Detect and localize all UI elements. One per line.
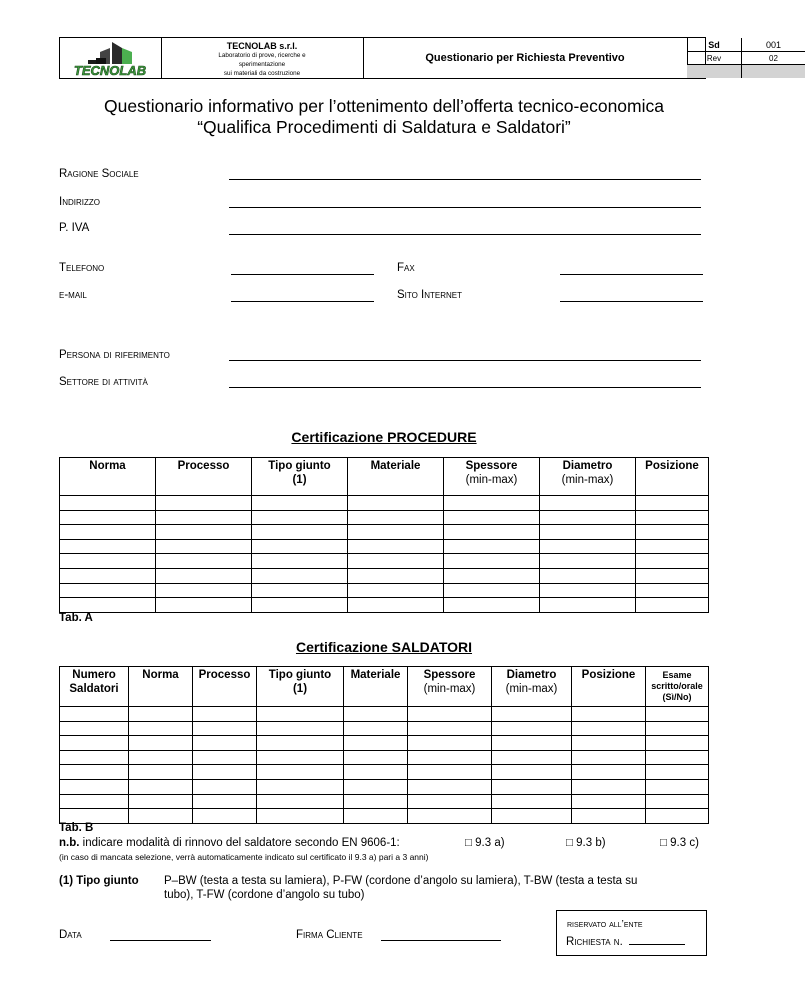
document-header: [59, 37, 782, 79]
procedure-cell[interactable]: [348, 496, 444, 511]
svg-text:TECNOLAB: TECNOLAB: [73, 63, 147, 78]
procedure-cell[interactable]: [60, 496, 156, 511]
procedure-cell[interactable]: [540, 510, 636, 525]
procedure-cell[interactable]: [540, 583, 636, 598]
saldatori-cell[interactable]: [129, 765, 193, 780]
procedure-header-row: [60, 458, 709, 496]
doc-title: Questionario per Richiesta Preventivo: [363, 38, 688, 78]
telefono-line[interactable]: [231, 274, 374, 275]
option-9-3-a[interactable]: □ 9.3 a): [465, 837, 505, 849]
saldatori-cell[interactable]: [129, 721, 193, 736]
procedure-row: [60, 525, 709, 540]
saldatori-cell[interactable]: [60, 765, 129, 780]
procedure-cell[interactable]: [636, 496, 709, 511]
saldatori-cell[interactable]: [129, 779, 193, 794]
procedure-cell[interactable]: [636, 525, 709, 540]
sito-line[interactable]: [560, 301, 703, 302]
saldatori-cell[interactable]: [646, 765, 709, 780]
option-9-3-b[interactable]: □ 9.3 b): [566, 837, 606, 849]
saldatori-cell[interactable]: [572, 765, 646, 780]
procedure-cell[interactable]: [156, 496, 252, 511]
saldatori-cell[interactable]: [572, 809, 646, 824]
saldatori-cell[interactable]: [492, 750, 572, 765]
saldatori-cell[interactable]: [60, 779, 129, 794]
saldatori-cell[interactable]: [492, 707, 572, 722]
saldatori-cell[interactable]: [193, 765, 257, 780]
riservato-label: riservato all’ente: [567, 918, 643, 930]
tecnolab-logo: [60, 38, 162, 78]
saldatori-header-cell: Norma: [129, 667, 193, 707]
saldatori-cell[interactable]: [646, 721, 709, 736]
saldatori-cell[interactable]: [344, 809, 408, 824]
saldatori-cell[interactable]: [492, 721, 572, 736]
procedure-header-cell: Tipo giunto (1): [252, 458, 348, 496]
company-desc-1: Laboratorio di prove, ricerche e: [218, 52, 306, 59]
procedure-cell[interactable]: [444, 510, 540, 525]
main-title-line1: Questionario informativo per l’ottenimento dell’offerta tecnico-economica: [104, 96, 664, 116]
saldatori-title: Certificazione SALDATORI: [295, 639, 473, 655]
procedure-header-cell: Processo: [156, 458, 252, 496]
piva-line[interactable]: [229, 234, 701, 235]
label-telefono: Telefono: [59, 262, 105, 274]
saldatori-row: [60, 765, 709, 780]
saldatori-cell[interactable]: [492, 765, 572, 780]
ragione-sociale-line[interactable]: [229, 179, 701, 180]
label-indirizzo: Indirizzo: [59, 196, 100, 208]
procedure-row: [60, 598, 709, 613]
procedure-cell[interactable]: [60, 525, 156, 540]
procedure-cell[interactable]: [636, 583, 709, 598]
saldatori-cell[interactable]: [60, 707, 129, 722]
procedure-cell[interactable]: [348, 510, 444, 525]
saldatori-cell[interactable]: [193, 794, 257, 809]
saldatori-cell[interactable]: [646, 794, 709, 809]
saldatori-cell[interactable]: [408, 736, 492, 751]
saldatori-cell[interactable]: [646, 809, 709, 824]
procedure-cell[interactable]: [156, 539, 252, 554]
saldatori-table: [59, 666, 709, 824]
saldatori-cell[interactable]: [257, 765, 344, 780]
saldatori-cell[interactable]: [572, 750, 646, 765]
procedure-header-cell: Posizione: [636, 458, 709, 496]
saldatori-cell[interactable]: [257, 750, 344, 765]
procedure-cell[interactable]: [444, 525, 540, 540]
saldatori-cell[interactable]: [129, 707, 193, 722]
saldatori-cell[interactable]: [572, 736, 646, 751]
company-desc-3: sui materiali da costruzione: [223, 70, 301, 77]
label-email: e-mail: [59, 289, 87, 301]
procedure-cell[interactable]: [540, 554, 636, 569]
label-ragione-sociale: Ragione Sociale: [59, 168, 139, 180]
saldatori-cell[interactable]: [60, 721, 129, 736]
procedure-cell[interactable]: [540, 598, 636, 613]
procedure-cell[interactable]: [348, 583, 444, 598]
saldatori-cell[interactable]: [646, 779, 709, 794]
saldatori-row: [60, 794, 709, 809]
saldatori-cell[interactable]: [572, 707, 646, 722]
procedure-cell[interactable]: [252, 525, 348, 540]
label-sito: Sito Internet: [397, 289, 463, 301]
company-desc-2: sperimentazione: [238, 61, 286, 68]
saldatori-cell[interactable]: [257, 779, 344, 794]
saldatori-cell[interactable]: [129, 794, 193, 809]
procedure-table: [59, 457, 709, 613]
procedure-cell[interactable]: [60, 539, 156, 554]
procedure-row: [60, 554, 709, 569]
saldatori-cell[interactable]: [193, 809, 257, 824]
procedure-cell[interactable]: [540, 568, 636, 583]
label-persona: Persona di riferimento: [59, 349, 170, 361]
saldatori-cell[interactable]: [193, 707, 257, 722]
saldatori-cell[interactable]: [572, 721, 646, 736]
saldatori-cell[interactable]: [492, 779, 572, 794]
saldatori-row: [60, 721, 709, 736]
procedure-cell[interactable]: [444, 554, 540, 569]
procedure-header-cell: Diametro (min-max): [540, 458, 636, 496]
procedure-title: Certificazione PROCEDURE: [291, 429, 477, 445]
shaded-cell-2: [742, 65, 805, 78]
saldatori-header-cell: Materiale: [344, 667, 408, 707]
tipo-giunto-line2: tubo), T-FW (cordone d’angolo su tubo): [164, 889, 365, 901]
persona-line[interactable]: [229, 360, 701, 361]
procedure-cell[interactable]: [444, 568, 540, 583]
saldatori-cell[interactable]: [646, 736, 709, 751]
tipo-giunto-line1: P–BW (testa a testa su lamiera), P-FW (cordone d’angolo su lamiera), T-BW (testa a testa su: [164, 875, 638, 887]
procedure-cell[interactable]: [540, 539, 636, 554]
saldatori-cell[interactable]: [492, 809, 572, 824]
procedure-row: [60, 568, 709, 583]
procedure-row: [60, 496, 709, 511]
tab-a-caption: Tab. A: [59, 612, 93, 624]
rev-value: 02: [742, 52, 805, 65]
saldatori-cell[interactable]: [344, 736, 408, 751]
procedure-cell[interactable]: [60, 554, 156, 569]
saldatori-cell[interactable]: [572, 794, 646, 809]
saldatori-cell[interactable]: [646, 750, 709, 765]
saldatori-cell[interactable]: [129, 809, 193, 824]
saldatori-header-cell: Spessore (min-max): [408, 667, 492, 707]
company-block: [161, 38, 364, 78]
procedure-row: [60, 510, 709, 525]
option-9-3-c[interactable]: □ 9.3 c): [660, 837, 699, 849]
richiesta-line[interactable]: [629, 944, 685, 945]
data-line[interactable]: [110, 940, 211, 941]
indirizzo-line[interactable]: [229, 207, 701, 208]
saldatori-cell[interactable]: [193, 721, 257, 736]
saldatori-cell[interactable]: [492, 794, 572, 809]
procedure-cell[interactable]: [156, 510, 252, 525]
main-title-line2: “Qualifica Procedimenti di Saldatura e Saldatori”: [197, 117, 571, 137]
saldatori-cell[interactable]: [344, 765, 408, 780]
saldatori-header-cell: Posizione: [572, 667, 646, 707]
saldatori-cell[interactable]: [408, 707, 492, 722]
procedure-cell[interactable]: [636, 568, 709, 583]
saldatori-cell[interactable]: [257, 707, 344, 722]
saldatori-cell[interactable]: [257, 794, 344, 809]
procedure-cell[interactable]: [636, 539, 709, 554]
saldatori-header-cell: Tipo giunto (1): [257, 667, 344, 707]
tipo-giunto-label: (1) Tipo giunto: [59, 875, 139, 887]
procedure-cell[interactable]: [60, 583, 156, 598]
riservato-box: [556, 910, 707, 956]
richiesta-field[interactable]: [566, 936, 685, 948]
saldatori-cell[interactable]: [408, 765, 492, 780]
label-fax: Fax: [397, 262, 415, 274]
procedure-cell[interactable]: [348, 525, 444, 540]
saldatori-cell[interactable]: [257, 809, 344, 824]
fax-line[interactable]: [560, 274, 703, 275]
saldatori-cell[interactable]: [408, 779, 492, 794]
nb-label: n.b.: [59, 837, 80, 849]
procedure-cell[interactable]: [156, 568, 252, 583]
saldatori-cell[interactable]: [408, 750, 492, 765]
procedure-cell[interactable]: [252, 598, 348, 613]
procedure-cell[interactable]: [444, 598, 540, 613]
saldatori-row: [60, 750, 709, 765]
saldatori-cell[interactable]: [344, 794, 408, 809]
saldatori-header-cell: Processo: [193, 667, 257, 707]
saldatori-cell[interactable]: [60, 736, 129, 751]
firma-line[interactable]: [381, 940, 501, 941]
saldatori-cell[interactable]: [344, 750, 408, 765]
procedure-header-cell: Norma: [60, 458, 156, 496]
saldatori-cell[interactable]: [193, 750, 257, 765]
saldatori-cell[interactable]: [60, 794, 129, 809]
saldatori-cell[interactable]: [257, 736, 344, 751]
saldatori-cell[interactable]: [492, 736, 572, 751]
procedure-cell[interactable]: [444, 539, 540, 554]
procedure-cell[interactable]: [444, 496, 540, 511]
richiesta-label: Richiesta n.: [566, 936, 623, 948]
procedure-cell[interactable]: [540, 496, 636, 511]
procedure-cell[interactable]: [156, 554, 252, 569]
procedure-cell[interactable]: [60, 568, 156, 583]
procedure-cell[interactable]: [60, 510, 156, 525]
saldatori-cell[interactable]: [193, 779, 257, 794]
nb-text: indicare modalità di rinnovo del saldatore secondo EN 9606-1:: [82, 837, 400, 849]
procedure-cell[interactable]: [348, 598, 444, 613]
saldatori-cell[interactable]: [129, 750, 193, 765]
procedure-cell[interactable]: [60, 598, 156, 613]
saldatori-cell[interactable]: [257, 721, 344, 736]
saldatori-cell[interactable]: [572, 779, 646, 794]
procedure-cell[interactable]: [252, 554, 348, 569]
procedure-cell[interactable]: [252, 539, 348, 554]
label-settore: Settore di attività: [59, 376, 148, 388]
procedure-cell[interactable]: [636, 598, 709, 613]
code-label: Sd: [687, 38, 742, 52]
saldatori-row: [60, 809, 709, 824]
shaded-cell: [687, 65, 742, 78]
saldatori-cell[interactable]: [344, 721, 408, 736]
email-line[interactable]: [231, 301, 374, 302]
procedure-cell[interactable]: [252, 510, 348, 525]
saldatori-cell[interactable]: [408, 721, 492, 736]
saldatori-row: [60, 736, 709, 751]
saldatori-header-cell: Esame scritto/orale (Sì/No): [646, 667, 709, 707]
saldatori-row: [60, 779, 709, 794]
procedure-cell[interactable]: [156, 525, 252, 540]
saldatori-cell[interactable]: [344, 707, 408, 722]
saldatori-cell[interactable]: [344, 779, 408, 794]
procedure-cell[interactable]: [444, 583, 540, 598]
company-name: TECNOLAB s.r.l.: [226, 41, 298, 51]
label-data: Data: [59, 929, 82, 941]
procedure-cell[interactable]: [348, 539, 444, 554]
procedure-header-cell: Spessore (min-max): [444, 458, 540, 496]
saldatori-cell[interactable]: [129, 736, 193, 751]
procedure-cell[interactable]: [540, 525, 636, 540]
code-value: 001: [742, 38, 805, 52]
procedure-cell[interactable]: [252, 568, 348, 583]
procedure-cell[interactable]: [156, 583, 252, 598]
saldatori-cell[interactable]: [193, 736, 257, 751]
procedure-cell[interactable]: [252, 583, 348, 598]
nb-footnote: (in caso di mancata selezione, verrà automaticamente indicato sul certificato il 9.3 a) pari a 3 anni): [59, 852, 429, 862]
saldatori-header-cell: Diametro (min-max): [492, 667, 572, 707]
saldatori-cell[interactable]: [60, 750, 129, 765]
saldatori-cell[interactable]: [408, 794, 492, 809]
saldatori-header-row: [60, 667, 709, 707]
procedure-row: [60, 539, 709, 554]
saldatori-row: [60, 707, 709, 722]
procedure-cell[interactable]: [252, 496, 348, 511]
saldatori-cell[interactable]: [646, 707, 709, 722]
nb-line: [59, 837, 400, 849]
tab-b-caption: Tab. B: [59, 822, 94, 834]
settore-line[interactable]: [229, 387, 701, 388]
saldatori-cell[interactable]: [408, 809, 492, 824]
saldatori-header-cell: Numero Saldatori: [60, 667, 129, 707]
procedure-header-cell: Materiale: [348, 458, 444, 496]
procedure-cell[interactable]: [348, 568, 444, 583]
label-piva: P. IVA: [59, 222, 90, 234]
procedure-cell[interactable]: [636, 554, 709, 569]
procedure-cell[interactable]: [348, 554, 444, 569]
rev-label: Rev: [687, 52, 742, 65]
label-firma: Firma Cliente: [296, 929, 363, 941]
procedure-cell[interactable]: [636, 510, 709, 525]
procedure-cell[interactable]: [156, 598, 252, 613]
procedure-row: [60, 583, 709, 598]
